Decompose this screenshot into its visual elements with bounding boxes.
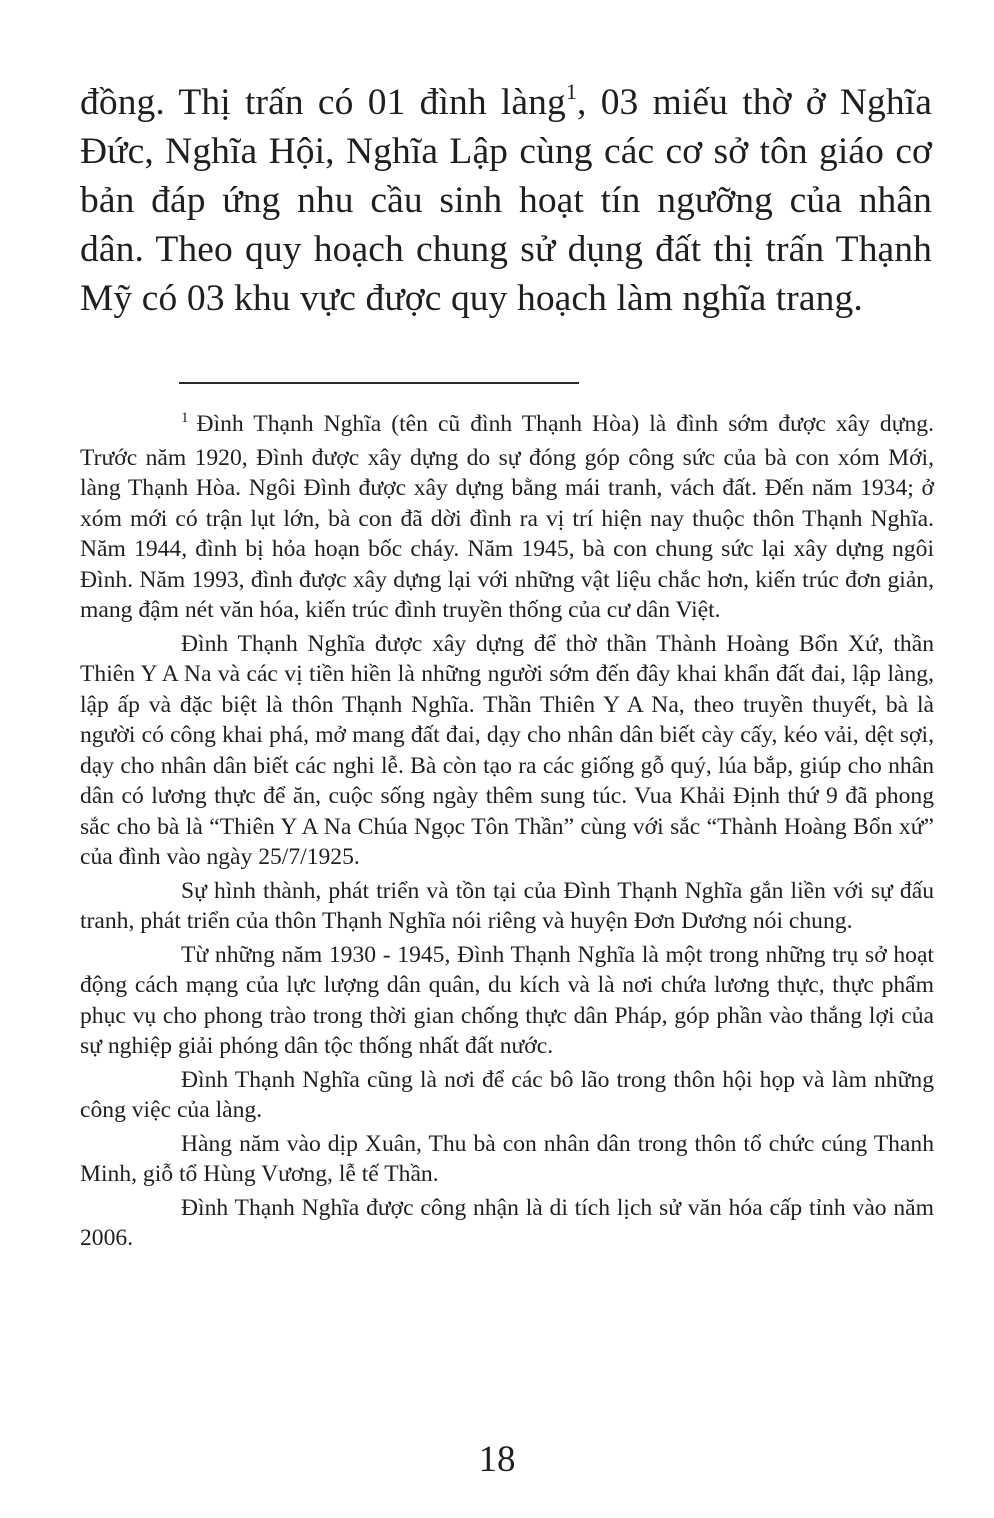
footnote-paragraph: Đình Thạnh Nghĩa được công nhận là di tích lịch sử văn hóa cấp tỉnh vào năm 2006. [80,1194,934,1251]
footnote-marker: 1 [181,410,189,426]
body-text-start: đồng. Thị trấn có 01 đình làng [80,82,566,123]
footnote-separator [179,382,579,384]
footnote-paragraph: Từ những năm 1930 - 1945, Đình Thạnh Nghĩa là một trong những trụ sở hoạt động cách mạng của lực lượng dân quân, du kích và là nơi chứa lương thực, thực phẩm phục vụ cho phong trào trong thời gian chống thực dân Pháp, góp phần vào thắng lợi của sự nghiệp giải phóng dân tộc thống nhất đất nước. [80,941,934,1059]
footnote-block [80,409,934,1257]
footnote-paragraph: Sự hình thành, phát triển và tồn tại của Đình Thạnh Nghĩa gắn liền với sự đấu tranh, phát triển của thôn Thạnh Nghĩa nói riêng và huyện Đơn Dương nói chung. [80,877,934,934]
footnote-text: Đình Thạnh Nghĩa (tên cũ đình Thạnh Hòa) là đình sớm được xây dựng. Trước năm 1920, Đình được xây dựng do sự đóng góp công sức của bà con xóm Mới, làng Thạnh Hòa. Ngôi Đình được xây dựng bằng mái tranh, vách đất. Đến năm 1934; ở xóm mới có trận lụt lớn, bà con đã dời đình ra vị trí hiện nay thuộc thôn Thạnh Nghĩa. Năm 1944, đình bị hỏa hoạn bốc cháy. Năm 1945, bà con chung sức lại xây dựng ngôi Đình. Năm 1993, đình được xây dựng lại với những vật liệu chắc hơn, kiến trúc đơn giản, mang đậm nét văn hóa, kiến trúc đình truyền thống của cư dân Việt. [80,411,934,623]
body-paragraph [80,78,932,323]
page-number: 18 [478,1439,516,1480]
footnote-paragraph: Đình Thạnh Nghĩa cũng là nơi để các bô lão trong thôn hội họp và làm những công việc của làng. [80,1066,934,1123]
footnote-reference: 1 [565,78,577,104]
body-text-end: , 03 miếu thờ ở Nghĩa Đức, Nghĩa Hội, Nghĩa Lập cùng các cơ sở tôn giáo cơ bản đáp ứng nhu cầu sinh hoạt tín ngưỡng của nhân dân. Theo quy hoạch chung sử dụng đất thị trấn Thạnh Mỹ có 03 khu vực được quy hoạch làm nghĩa trang. [80,82,932,319]
footnote-paragraph [80,409,934,626]
footnote-paragraph: Đình Thạnh Nghĩa được xây dựng để thờ thần Thành Hoàng Bổn Xứ, thần Thiên Y A Na và các vị tiền hiền là những người sớm đến đây khai khẩn đất đai, lập làng, lập ấp và đặc biệt là thôn Thạnh Nghĩa. Thần Thiên Y A Na, theo truyền thuyết, bà là người có công khai phá, mở mang đất đai, dạy cho nhân dân biết cày cấy, kéo vải, dệt sợi, dạy cho nhân dân biết các nghi lễ. Bà còn tạo ra các giống gỗ quý, lúa bắp, giúp cho nhân dân có lương thực để ăn, cuộc sống ngày thêm sung túc. Vua Khải Định thứ 9 đã phong sắc cho bà là “Thiên Y A Na Chúa Ngọc Tôn Thần” cùng với sắc “Thành Hoàng Bổn xứ” của đình vào ngày 25/7/1925. [80,630,934,870]
footnote-paragraph: Hàng năm vào dịp Xuân, Thu bà con nhân dân trong thôn tổ chức cúng Thanh Minh, giỗ tổ Hùng Vương, lễ tế Thần. [80,1130,934,1187]
